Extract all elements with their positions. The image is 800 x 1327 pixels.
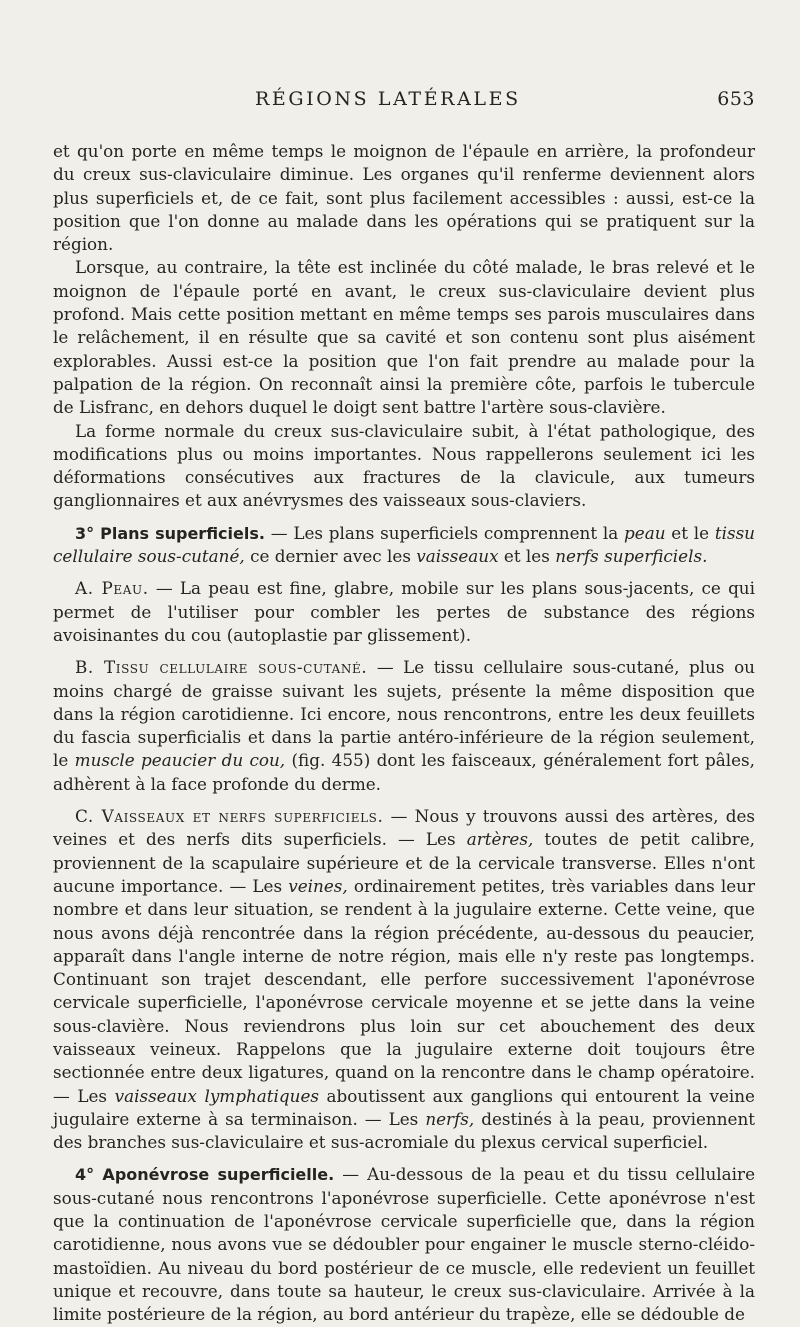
page-header (255, 88, 755, 112)
paragraph-text: destinés à la peau, proviennent des branches sus-claviculaire et sus-acromiale du plexus cervical superficiel. (53, 1108, 756, 1153)
italic-term: nerfs, (425, 1108, 475, 1129)
italic-term: vaisseaux (416, 546, 499, 567)
italic-term: artères, (466, 829, 534, 850)
section-heading: 3° Plans superficiels. (75, 523, 265, 543)
paragraph-text: — Au-dessous de la peau et du tissu cellulaire sous-cutané nous rencontrons l'aponévrose superficielle. Cette aponévrose n'est que la continuation de l'aponévrose cervicale superficielle que, dans la région carotidienne, nous avons vue se dédoubler pour engainer le muscle sterno-cléido-mastoïdien. Au niveau du bord postérieur de ce muscle, elle redevient un feuillet unique et recouvre, dans toute sa hauteur, le creux sus-claviculaire. Arrivée à la limite postérieure de la région, au bord antérieur du trapèze, elle se dédouble de (53, 1164, 756, 1325)
paragraph-text: Lorsque, au contraire, la tête est inclinée du côté malade, le bras relevé et le moignon de l'épaule porté en avant, le creux sus-claviculaire devient plus profond. Mais cette position mettant en même temps ses parois musculaires dans le relâchement, il en résulte que sa cavité et son contenu sont plus aisément explorables. Aussi est-ce la position que l'on fait prendre au malade pour la palpation de la région. On reconnaît ainsi la première côte, parfois le tubercule de Lisfranc, en dehors duquel le doigt sent battre l'artère sous-clavière. (53, 257, 755, 418)
subsection-paragraph (53, 656, 755, 796)
section-heading: 4° Aponévrose superficielle. (75, 1165, 335, 1185)
paragraph-text: La forme normale du creux sus-claviculaire subit, à l'état pathologique, des modifications plus ou moins importantes. Nous rappellerons seulement ici les déformations consécutives aux fractures de la clavicule, aux tumeurs ganglionnaires et aux anévrysmes des vaisseaux sous-claviers. (53, 420, 755, 511)
subsection-label: C. Vaisseaux et nerfs superficiels. (75, 806, 384, 827)
paragraph-text: (fig. 455) dont les faisceaux, généralement fort pâles, adhèrent à la face profonde du derme. (53, 750, 755, 794)
subsection-paragraph (53, 805, 755, 1154)
subsection-label: A. Peau. (75, 578, 149, 599)
italic-term: muscle peaucier du cou, (74, 750, 286, 771)
paragraph-text: — Nous y trouvons aussi des artères, des veines et des nerfs dits superficiels. — Les (53, 806, 755, 850)
subsection-paragraph (53, 577, 755, 647)
paragraph (53, 256, 755, 419)
paragraph-text: aboutissent aux ganglions qui entourent la veine jugulaire externe à sa terminaison. — Les (53, 1085, 755, 1129)
paragraph-text: — Le tissu cellulaire sous-cutané, plus ou moins chargé de graisse suivant les sujets, présente la même disposition que dans la région carotidienne. Ici encore, nous rencontrons, entre les deux feuillets du fascia superficialis et dans la partie antéro-inférieure de la région seulement, le (53, 657, 755, 771)
paragraph-text: et le (665, 522, 715, 543)
paragraph (53, 420, 755, 513)
italic-term: vaisseaux lymphatiques (114, 1085, 319, 1106)
italic-term: nerfs superficiels. (555, 546, 708, 567)
body-text (53, 140, 755, 1327)
section-paragraph (53, 522, 755, 569)
paragraph-text: toutes de petit calibre, proviennent de la scapulaire supérieure et de la cervicale transverse. Elles n'ont aucune importance. — Les (53, 829, 755, 896)
paragraph (53, 140, 755, 256)
paragraph-text: et qu'on porte en même temps le moignon de l'épaule en arrière, la profondeur du creux sus-claviculaire diminue. Les organes qu'il renferme deviennent alors plus superficiels et, de ce fait, sont plus facilement accessibles : aussi, est-ce la position que l'on donne au malade dans les opérations qui se pratiquent sur la région. (53, 141, 755, 255)
italic-term: veines, (288, 875, 348, 896)
italic-term: peau (624, 522, 666, 543)
page-number: 653 (717, 88, 755, 110)
subsection-label: B. Tissu cellulaire sous-cutané. (75, 657, 368, 678)
paragraph-text: ce dernier avec les (244, 546, 417, 567)
paragraph-text: et les (498, 546, 556, 567)
paragraph-text: ordinairement petites, très variables dans leur nombre et dans leur situation, se rendent à la jugulaire externe. Cette veine, que nous avons déjà rencontrée dans la région précédente, au-dessous du peaucier, apparaît dans l'angle interne de notre région, mais elle n'y reste pas longtemps. Continuant son trajet descendant, elle perfore successivement l'aponévrose cervicale superficielle, l'aponévrose cervicale moyenne et se jette dans la veine sous-clavière. Nous reviendrons plus loin sur cet abouchement des deux vaisseaux veineux. Rappelons que la jugulaire externe doit toujours être sectionnée entre deux ligatures, quand on la rencontre dans le champ opératoire. — Les (53, 875, 755, 1106)
section-paragraph (53, 1163, 755, 1326)
italic-term: tissu cellulaire sous-cutané, (53, 522, 755, 567)
paragraph-text: — La peau est fine, glabre, mobile sur les plans sous-jacents, ce qui permet de l'utiliser pour combler les pertes de substance des régions avoisinantes du cou (autoplastie par glissement). (53, 578, 755, 645)
running-title: RÉGIONS LATÉRALES (255, 88, 521, 110)
paragraph-text: — Les plans superficiels comprennent la (264, 522, 625, 543)
